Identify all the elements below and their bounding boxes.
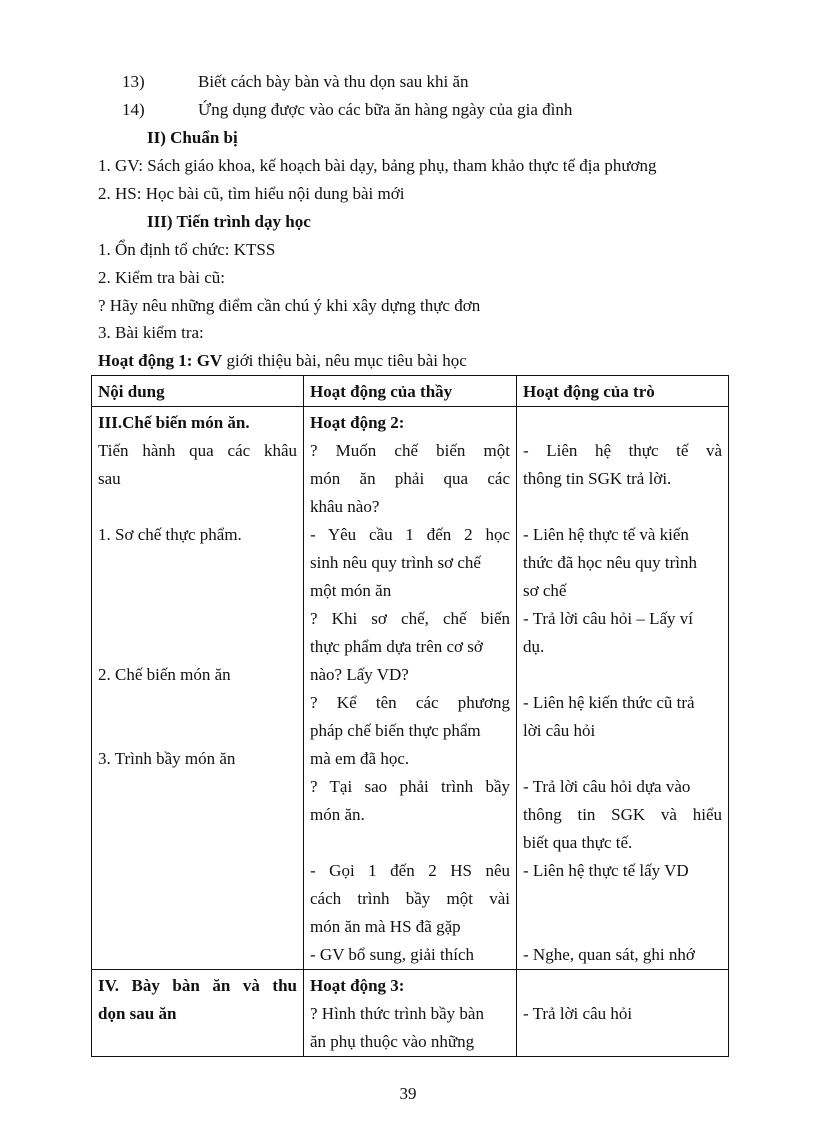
cell-line: - Gọi 1 đến 2 HS nêu [310,861,510,880]
cell-line: ? Khi sơ chế, chế biến [310,609,510,628]
cell-line: dọn sau ăn [98,1004,177,1023]
cell-line: - Trả lời câu hỏi [523,1004,633,1023]
row1-student-cell [517,407,729,970]
cell-line: biết qua thực tế. [523,833,633,852]
cell-line: dụ. [523,637,545,656]
procedure-line: 3. Bài kiểm tra: [98,323,204,342]
cell-line: sơ chế [523,581,567,600]
header-student: Hoạt động của trò [517,376,729,407]
cell-line: thức đã học nêu quy trình [523,553,697,572]
cell-line: - Nghe, quan sát, ghi nhớ [523,945,695,964]
objective-number: 14) [122,100,145,119]
cell-line: IV. Bày bàn ăn và thu [98,976,297,995]
cell-line: thông tin SGK và hiểu [523,805,722,824]
cell-line: thực phẩm dựa trên cơ sở [310,637,483,656]
activity-1-text: giới thiệu bài, nêu mục tiêu bài học [222,351,467,370]
page-number: 39 [399,1084,417,1103]
prep-line-teacher: 1. GV: Sách giáo khoa, kế hoạch bài dạy, bảng phụ, tham khảo thực tế địa phương [98,156,657,175]
table-row [92,970,729,1057]
cell-line: - Yêu cầu 1 đến 2 học [310,525,510,544]
row2-content-cell [92,970,304,1057]
cell-line: lời câu hỏi [523,721,596,740]
cell-line: - Liên hệ thực tế và kiến [523,525,689,544]
activity-1-label: Hoạt động 1: GV [98,351,223,370]
procedure-line: ? Hãy nêu những điểm cần chú ý khi xây dựng thực đơn [98,296,481,315]
row1-content-cell [92,407,304,970]
cell-line: ? Kể tên các phương [310,693,510,712]
header-content: Nội dung [92,376,304,407]
cell-line: 3. Trình bầy món ăn [98,749,236,768]
objective-text: Biết cách bày bàn và thu dọn sau khi ăn [198,72,469,91]
cell-line: một món ăn [310,581,392,600]
prep-line-student: 2. HS: Học bài cũ, tìm hiểu nội dung bài mới [98,184,405,203]
row1-teacher-cell [304,407,517,970]
cell-line: mà em đã học. [310,749,410,768]
section-heading-procedure: III) Tiến trình dạy học [147,212,311,231]
cell-line: ăn phụ thuộc vào những [310,1032,475,1051]
cell-line: khâu nào? [310,497,380,516]
objective-text: Ứng dụng được vào các bữa ăn hàng ngày của gia đình [198,100,573,119]
cell-line: Hoạt động 3: [310,976,405,995]
cell-line: sau [98,469,121,488]
activity-1-line [98,351,467,371]
cell-line: 2. Chế biến món ăn [98,665,231,684]
procedure-line: 2. Kiểm tra bài cũ: [98,268,225,287]
cell-line: - Liên hệ thực tế lấy VD [523,861,689,880]
cell-line: - Trả lời câu hỏi dựa vào [523,777,691,796]
cell-line: - Trả lời câu hỏi – Lấy ví [523,609,693,628]
procedure-line: 1. Ổn định tổ chức: KTSS [98,240,276,259]
cell-line: món ăn. [310,805,365,824]
cell-line: III.Chế biến món ăn. [98,413,250,432]
cell-line: cách trình bầy một vài [310,889,510,908]
row2-teacher-cell [304,970,517,1057]
cell-line: thông tin SGK trả lời. [523,469,672,488]
row2-student-cell [517,970,729,1057]
cell-line: - Liên hệ thực tế và [523,441,722,460]
table-header-row [92,376,729,407]
cell-line: - Liên hệ kiến thức cũ trả [523,693,695,712]
cell-line: món ăn phải qua các [310,469,510,488]
table-row [92,407,729,970]
cell-line: 1. Sơ chế thực phẩm. [98,525,242,544]
cell-line: - GV bổ sung, giải thích [310,945,475,964]
cell-line: Hoạt động 2: [310,413,405,432]
section-heading-preparation: II) Chuẩn bị [147,128,238,147]
cell-line: Tiến hành qua các khâu [98,441,297,460]
lesson-table [91,375,729,1057]
cell-line: sinh nêu quy trình sơ chế [310,553,481,572]
cell-line: ? Hình thức trình bầy bàn [310,1004,484,1023]
objective-number: 13) [122,72,145,91]
header-teacher: Hoạt động của thầy [304,376,517,407]
cell-line: ? Tại sao phải trình bầy [310,777,510,796]
cell-line: pháp chế biến thực phẩm [310,721,481,740]
cell-line: món ăn mà HS đã gặp [310,917,461,936]
cell-line: ? Muốn chế biến một [310,441,510,460]
cell-line: nào? Lấy VD? [310,665,409,684]
